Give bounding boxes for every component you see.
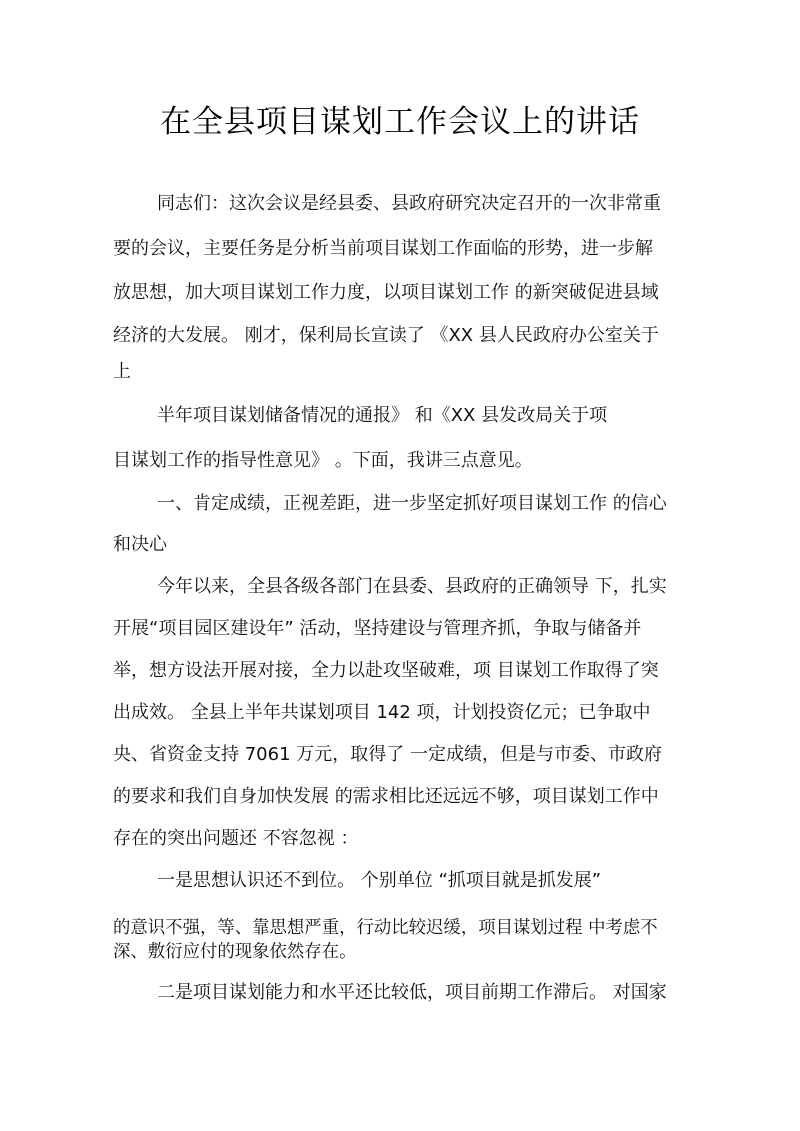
body-line: 二是项目谋划能力和水平还比较低，项目前期工作滞后。 对国家 bbox=[157, 982, 667, 1003]
body-line: 的意识不强，等、靠思想严重，行动比较迟缓，项目谋划过程 中考虑不 bbox=[113, 918, 658, 938]
body-line: 深、敷衍应付的现象依然存在。 bbox=[113, 942, 357, 962]
document-title: 在全县项目谋划工作会议上的讲话 bbox=[160, 104, 640, 140]
body-line: 开展“项目园区建设年” 活动，坚持建设与管理齐抓，争取与储备并 bbox=[113, 618, 642, 639]
body-line: 存在的突出问题还 不容忽视 ： bbox=[113, 828, 359, 849]
body-line: 同志们：这次会议是经县委、县政府研究决定召开的一次非常重 bbox=[157, 193, 661, 214]
body-line: 放思想，加大项目谋划工作力度，以项目谋划工作 的新突破促进县域 bbox=[113, 282, 659, 303]
body-line: 出成效。 全县上半年共谋划项目 142 项，计划投资亿元；已争取中 bbox=[113, 702, 651, 723]
body-line: 半年项目谋划储备情况的通报》 和《XX 县发改局关于项 bbox=[157, 405, 608, 426]
body-line: 今年以来，全县各级各部门在县委、县政府的正确领导 下，扎实 bbox=[157, 576, 667, 597]
body-line: 一是思想认识还不到位。 个别单位 “抓项目就是抓发展” bbox=[157, 870, 602, 891]
body-line: 要的会议，主要任务是分析当前项目谋划工作面临的形势，进一步解 bbox=[113, 238, 653, 259]
body-line: 的要求和我们自身加快发展 的需求相比还远远不够，项目谋划工作中 bbox=[113, 786, 659, 807]
section-heading: 一、肯定成绩，正视差距，进一步坚定抓好项目谋划工作 的信心 bbox=[157, 493, 667, 514]
body-line: 经济的大发展。 刚才，保利局长宣读了 《XX 县人民政府办公室关于 bbox=[113, 325, 659, 346]
body-line: 目谋划工作的指导性意见》 。下面，我讲三点意见。 bbox=[113, 450, 533, 471]
body-line: 上 bbox=[113, 361, 131, 382]
body-line: 央、省资金支持 7061 万元，取得了 一定成绩，但是与市委、市政府 bbox=[113, 744, 662, 765]
section-heading: 和决心 bbox=[113, 534, 167, 555]
body-line: 举，想方设法开展对接，全力以赴攻坚破难，项 目谋划工作取得了突 bbox=[113, 660, 659, 681]
